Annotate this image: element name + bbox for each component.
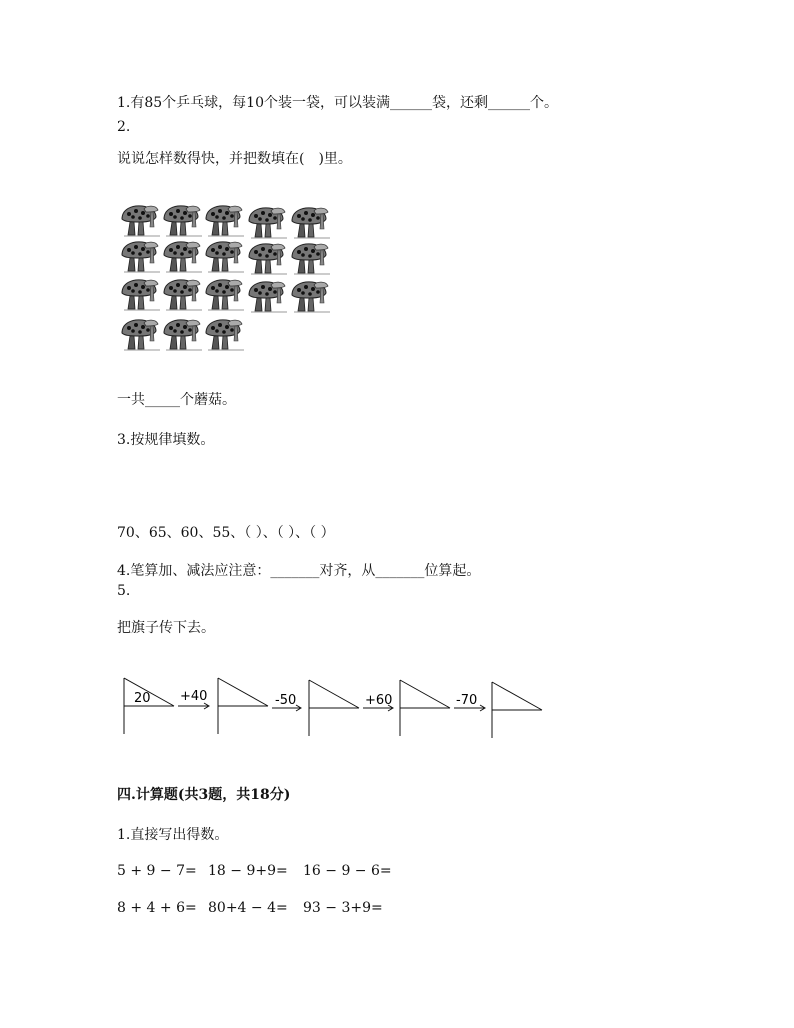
question-2-prompt: 说说怎样数得快，并把数填在( )里。 (117, 151, 352, 167)
flag-chain (118, 668, 558, 748)
calc-item: 16 − 9 − 6= (303, 863, 392, 879)
calc-item: 93 − 3+9= (303, 900, 383, 916)
question-5-number: 5. (117, 583, 131, 599)
flag-start (124, 678, 174, 734)
calc-item: 80+4 − 4= (208, 900, 288, 916)
flag-2 (218, 678, 268, 734)
op-4-label: -70 (456, 693, 478, 708)
question-4: 4.笔算加、减法应注意：_______对齐，从_______位算起。 (117, 563, 481, 579)
op-3-label: +60 (365, 693, 393, 708)
arrow-op-4 (454, 693, 485, 711)
arrow-op-1 (178, 689, 209, 709)
calc-prompt: 1.直接写出得数。 (117, 827, 229, 843)
calc-item: 18 − 9+9= (208, 863, 288, 879)
question-3-sequence: 70、65、60、55、（ ）、（ ）、（ ） (117, 525, 335, 541)
op-2-label: -50 (275, 693, 297, 708)
section-title: 四.计算题(共3题，共18分) (117, 787, 291, 803)
calc-item: 5 + 9 − 7= (117, 863, 197, 879)
flag-3 (309, 680, 359, 736)
flag-5 (492, 682, 542, 738)
arrow-op-3 (363, 693, 393, 711)
mushroom-grid (117, 203, 332, 356)
calc-item: 8 + 4 + 6= (117, 900, 197, 916)
flag-4 (400, 680, 450, 736)
question-5-prompt: 把旗子传下去。 (117, 620, 215, 636)
question-1: 1.有85个乒乓球，每10个装一袋，可以装满______袋，还剩______个。 (117, 95, 558, 111)
question-2-answer-line: 一共_____个蘑菇。 (117, 392, 236, 408)
question-2-number: 2. (117, 119, 131, 135)
flag-start-value: 20 (134, 691, 151, 706)
op-1-label: +40 (180, 689, 208, 704)
arrow-op-2 (272, 693, 301, 711)
question-3-prompt: 3.按规律填数。 (117, 432, 215, 448)
